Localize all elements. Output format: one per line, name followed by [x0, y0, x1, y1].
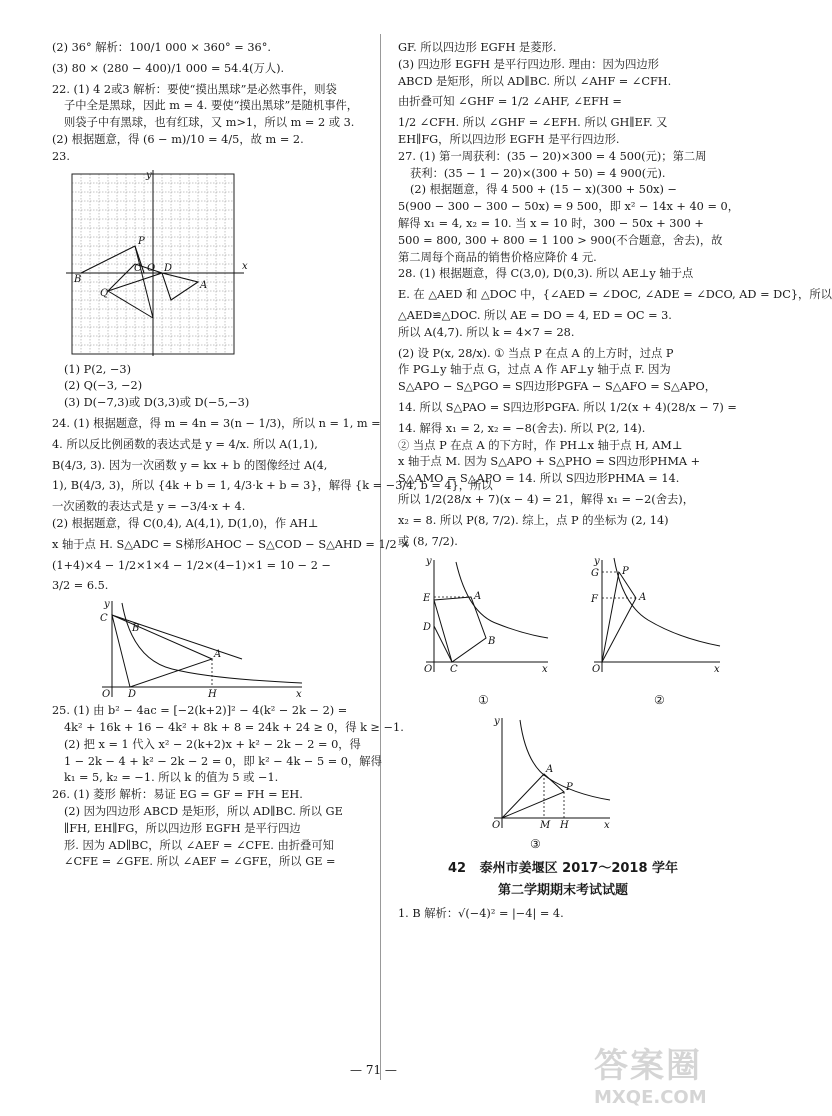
answer-line: (2) 根据题意，得 (6 − m)/10 = 4/5，故 m = 2. [52, 132, 304, 146]
answer-line: (3) 四边形 EGFH 是平行四边形. 理由：因为四边形 [398, 57, 659, 71]
answer-line: △AED≌△DOC. 所以 AE = DO = 4, ED = OC = 3. [398, 308, 672, 322]
answer-line: (2) 把 x = 1 代入 x² − 2(k+2)x + k² − 2k − 2 = 0，得 [64, 737, 361, 751]
axis-label-y: y [594, 556, 600, 568]
point-label: A [214, 649, 222, 661]
axis-label-y: y [104, 599, 110, 611]
answer-line: (2) 根据题意，得 4 500 + (15 − x)(300 + 50x) − [410, 183, 677, 197]
segment [108, 291, 153, 318]
answer-line: 4k² + 16k + 16 − 4k² + 8k + 8 = 24k + 24 ≥ 0，得 k ≥ −1. [64, 720, 404, 734]
figure-number: ② [654, 693, 665, 708]
point-label: D [423, 622, 432, 634]
answer-line: x 轴于点 M. 因为 S△APO + S△PHO = S四边形PHMA + [398, 455, 701, 469]
answer-line: E. 在 △AED 和 △DOC 中，{∠AED = ∠DOC, ∠ADE = ∠DCO, AD = DC}，所以 [398, 288, 832, 302]
answer-line: 则袋子中有黑球，也有红球，又 m>1，所以 m = 2 或 3. [64, 116, 355, 130]
answer-line: 1), B(4/3, 3)，所以 {4k + b = 1, 4/3·k + b = 3}，解得 {k = −3/4, b = 4}，所以 [52, 479, 493, 493]
axis-label-y: y [494, 716, 500, 728]
answer-line: 22. (1) 4 2或3 解析：要使“摸出黑球”是必然事件，则袋 [52, 82, 337, 96]
point-label: B [74, 273, 82, 285]
watermark-logo [594, 1038, 744, 1112]
point-label: P [138, 235, 145, 247]
section-title-line2: 第二学期期末考试试题 [497, 883, 628, 899]
answer-line: 一次函数的表达式是 y = −3/4·x + 4. [52, 500, 246, 514]
point-label: C [100, 613, 108, 625]
answer-line: (2) 根据题意，得 C(0,4), A(4,1), D(1,0)，作 AH⊥ [52, 516, 319, 530]
answer-line: ∠CFE = ∠GFE. 所以 ∠AEF = ∠GFE，所以 GE = [64, 855, 336, 869]
hyperbola [614, 558, 720, 646]
answer-line: 所以 1/2(28/x + 7)(x − 4) = 21，解得 x₁ = −2(舍去)， [398, 492, 694, 506]
point-label: O [424, 664, 433, 676]
section-heading [398, 858, 728, 880]
answer-line: 24. (1) 根据题意，得 m = 4n = 3(n − 1/3)，所以 n = 1, m = [52, 416, 381, 430]
answer-line: 14. 解得 x₁ = 2, x₂ = −8(舍去). 所以 P(2, 14). [398, 421, 646, 435]
axis-label-x: x [542, 664, 548, 676]
answer-line: 获利：(35 − 1 − 20)×(300 + 50) = 4 900(元). [410, 166, 666, 180]
answer-line: (1) P(2, −3) [64, 362, 132, 376]
point-label: E [423, 593, 431, 605]
point-label: F [591, 594, 598, 606]
answer-line: 或 (8, 7/2). [398, 534, 458, 548]
point-label: C [134, 262, 142, 274]
answer-line: 5(900 − 300 − 300 − 50x) = 9 500，即 x² − 14x + 40 = 0， [398, 200, 739, 214]
point-label: A [474, 591, 482, 603]
point-label: O [592, 664, 601, 676]
answer-line: 解得 x₁ = 4, x₂ = 10. 当 x = 10 时，300 − 50x + 300 + [398, 216, 704, 230]
axis-label-x: x [714, 664, 720, 676]
answer-line: ∥FH, EH∥FG，所以四边形 EGFH 是平行四边 [64, 821, 301, 835]
point-label: G [591, 568, 599, 580]
point-label: B [132, 623, 140, 635]
point-label: A [200, 279, 208, 291]
point-label: P [566, 782, 573, 794]
point-label: H [208, 689, 217, 701]
figure-number: ③ [530, 837, 541, 852]
section-title-line1: 泰州市姜堰区 2017～2018 学年 [479, 861, 679, 877]
answer-line: 由折叠可知 ∠GHF = 1/2 ∠AHF, ∠EFH = [398, 95, 622, 109]
answer-line: 14. 所以 S△PAO = S四边形PGFA. 所以 1/2(x + 4)(28/x − 7) = [398, 400, 737, 414]
right-column [398, 40, 832, 923]
answer-line: (3) 80 × (280 − 400)/1 000 = 54.4(万人). [52, 61, 285, 75]
point-label: P [622, 566, 629, 578]
point-label: O [147, 262, 156, 274]
answer-line: 27. (1) 第一周获利：(35 − 20)×300 = 4 500(元)；第二周 [398, 149, 707, 163]
point-label: D [128, 689, 137, 701]
answer-line: (2) Q(−3, −2) [64, 379, 143, 393]
point-label: B [488, 636, 496, 648]
answer-line: ABCD 是矩形，所以 AD∥BC. 所以 ∠AHF = ∠CFH. [398, 74, 672, 88]
point-label: O [102, 689, 111, 701]
hyperbola [456, 562, 548, 638]
answer-line: B(4/3, 3). 因为一次函数 y = kx + b 的图像经过 A(4, [52, 458, 328, 472]
point-label: D [164, 262, 173, 274]
page-number: — 71 — [350, 1063, 397, 1077]
answer-line: 形. 因为 AD∥BC，所以 ∠AEF = ∠CFE. 由折叠可知 [64, 838, 334, 852]
oa-line [602, 598, 636, 662]
answer-line: S△APO − S△PGO = S四边形PGFA − S△AFO = S△APO， [398, 380, 717, 394]
answer-line: 25. (1) 由 b² − 4ac = [−2(k+2)]² − 4(k² − 2k − 2) = [52, 704, 348, 718]
answer-line: 3/2 = 6.5. [52, 579, 109, 593]
answer-line: k₁ = 5, k₂ = −1. 所以 k 的值为 5 或 −1. [64, 771, 279, 785]
answer-line: (3) D(−7,3)或 D(3,3)或 D(−5,−3) [64, 396, 250, 410]
watermark-text: 答案圈 [594, 1046, 702, 1086]
axis-label-x: x [604, 820, 610, 832]
point-label: M [540, 820, 551, 832]
answer-line: 1. B 解析：√(−4)² = |−4| = 4. [398, 907, 564, 921]
answer-line: 4. 所以反比例函数的表达式是 y = 4/x. 所以 A(1,1), [52, 437, 318, 451]
line-cb-a [112, 615, 242, 659]
answer-line: GF. 所以四边形 EGFH 是菱形. [398, 41, 557, 54]
answer-line: 1/2 ∠CFH. 所以 ∠GHF = ∠EFH. 所以 GH∥EF. 又 [398, 116, 668, 130]
answer-line: 第二周每个商品的销售价格应降价 4 元. [398, 250, 597, 264]
point-label: A [546, 764, 554, 776]
figure-number: ① [478, 693, 489, 708]
answer-line: 所以 A(4,7). 所以 k = 4×7 = 28. [398, 325, 575, 339]
answer-line: S△AMO = S△APO = 14. 所以 S四边形PHMA = 14. [398, 472, 680, 486]
axis-label-x: x [296, 689, 302, 701]
q24-graph [92, 599, 312, 699]
watermark-url: MXQE.COM [594, 1087, 707, 1108]
point-label: Q [100, 287, 109, 299]
answer-line: (2) 因为四边形 ABCD 是矩形，所以 AD∥BC. 所以 GE [64, 804, 343, 818]
answer-line: 500 = 800, 300 + 800 = 1 100 > 900(不合题意，舍去)，故 [398, 233, 723, 247]
triangle-aop [502, 774, 564, 818]
answer-line: 子中全是黑球，因此 m = 4. 要使“摸出黑球”是随机事件， [64, 99, 359, 113]
answer-line: 1 − 2k − 4 + k² − 2k − 2 = 0，即 k² − 4k − 5 = 0，解得 [64, 754, 382, 768]
answer-line: (1+4)×4 − 1/2×1×4 − 1/2×(4−1)×1 = 10 − 2 − [52, 558, 331, 572]
answer-line: (2) 设 P(x, 28/x). ① 当点 P 在点 A 的上方时，过点 P [398, 346, 674, 360]
coordinate-grid-figure [52, 170, 252, 358]
section-number: 42 [447, 861, 467, 877]
answer-line: x₂ = 8. 所以 P(8, 7/2). 综上，点 P 的坐标为 (2, 14) [398, 513, 669, 527]
answer-line: 作 PG⊥y 轴于点 G，过点 A 作 AF⊥y 轴于点 F. 因为 [398, 363, 671, 377]
point-label: C [450, 664, 458, 676]
axis-label-y: y [146, 169, 152, 181]
square-adcb [434, 597, 486, 662]
triangle-adc [112, 615, 212, 687]
answer-line: 28. (1) 根据题意，得 C(3,0), D(0,3). 所以 AE⊥y 轴于点 [398, 267, 694, 281]
question-number: 23. [52, 149, 70, 163]
point-label: H [560, 820, 569, 832]
answer-line: (2) 36° 解析：100/1 000 × 360° = 36°. [52, 41, 271, 54]
op-line [602, 572, 619, 662]
axis-label-x: x [242, 260, 248, 272]
answer-line: ② 当点 P 在点 A 的下方时，作 PH⊥x 轴于点 H, AM⊥ [398, 438, 683, 452]
hyperbola [520, 720, 610, 800]
point-label: O [492, 820, 501, 832]
q28-figures-1-2 [398, 554, 728, 712]
answer-line: x 轴于点 H. S△ADC = S梯形AHOC − S△COD − S△AHD = 1/2 × [52, 537, 410, 551]
q28-figure-3 [398, 716, 728, 854]
answer-line: EH∥FG，所以四边形 EGFH 是平行四边形. [398, 132, 620, 146]
axis-label-y: y [426, 556, 432, 568]
answer-line: 26. (1) 菱形 解析：易证 EG = GF = FH = EH. [52, 788, 303, 802]
point-label: A [639, 592, 647, 604]
